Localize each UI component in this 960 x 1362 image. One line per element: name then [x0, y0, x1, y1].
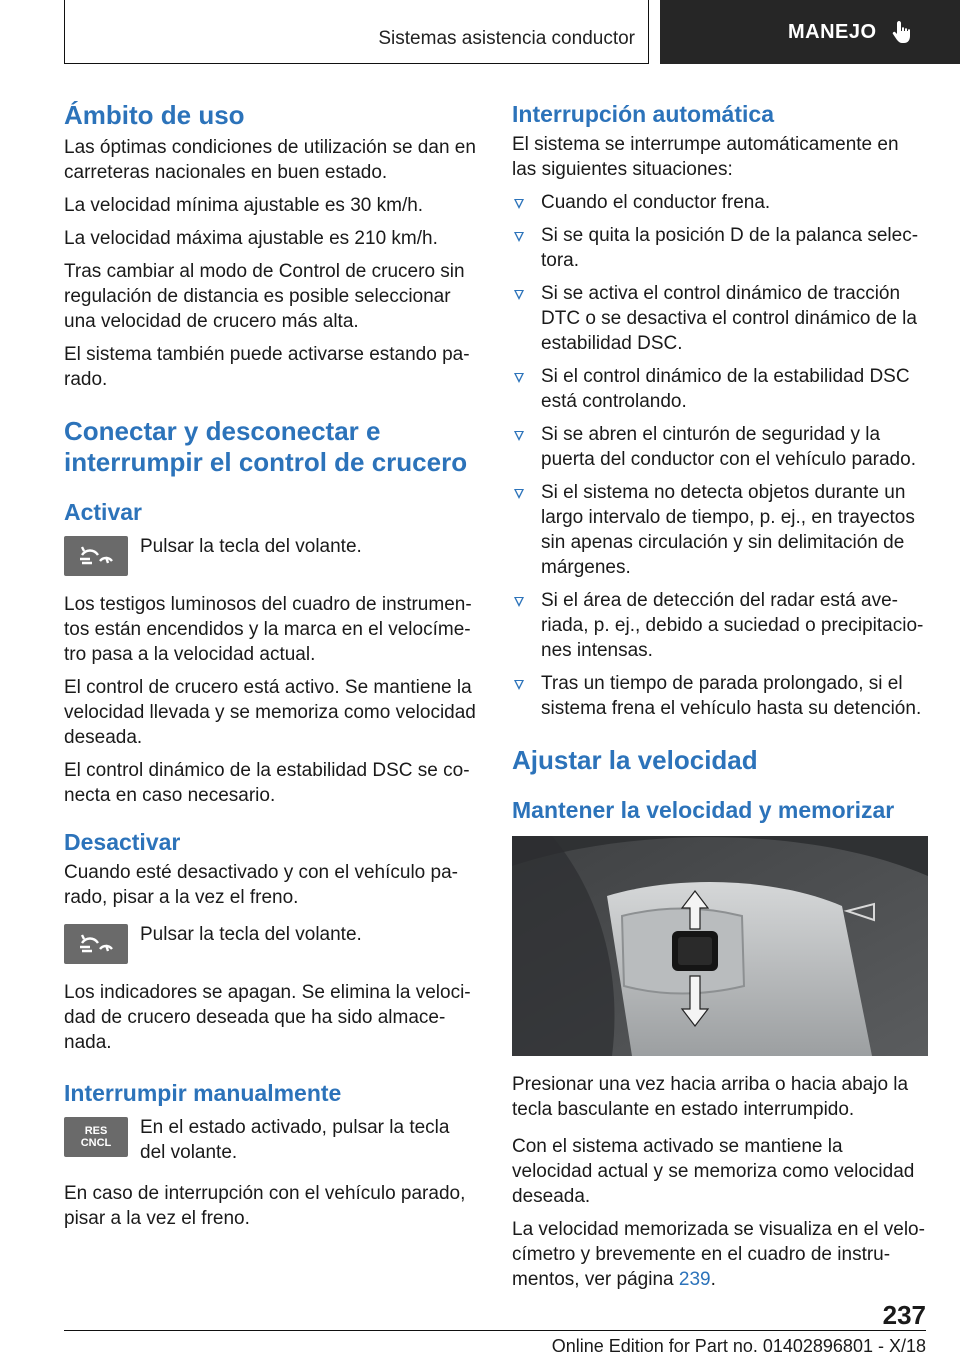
heading-interrupcion-automatica: Interrupción automática	[512, 101, 774, 127]
paragraph: La velocidad máxima ajustable es 210 km/h.	[64, 228, 438, 249]
paragraph: Presionar una vez hacia arriba o hacia abajo la tecla basculante en estado interrumpido.	[512, 1074, 909, 1120]
paragraph: Los testigos luminosos del cuadro de instrumen‐tos están encendidos y la marca en el velocíme‐tro pasa a la velocidad actual.	[64, 594, 472, 665]
page-number: 237	[882, 1300, 926, 1330]
heading-ambito-de-uso: Ámbito de uso	[64, 100, 245, 130]
section-title: Sistemas asistencia conductor	[378, 28, 635, 49]
steering-wheel-rocker-photo	[512, 836, 928, 1056]
list-item: Cuando el conductor frena.	[512, 190, 928, 215]
key-instruction-desactivar	[64, 922, 478, 964]
paragraph: El control dinámico de la estabilidad DSC se co‐necta en caso necesario.	[64, 760, 470, 806]
key-instruction-interrumpir	[64, 1115, 478, 1165]
paragraph: En caso de interrupción con el vehículo parado, pisar a la vez el freno.	[64, 1183, 466, 1229]
paragraph-end: .	[710, 1269, 716, 1290]
cruise-control-key-icon	[64, 536, 128, 576]
paragraph: Con el sistema activado se mantiene la velocidad actual y se memoriza como velocidad deseada.	[512, 1136, 915, 1207]
list-item: Si se activa el control dinámico de tracción DTC o se desactiva el control dinámico de la estabilidad DSC.	[512, 281, 928, 356]
list-item: Si el área de detección del radar está ave‐riada, p. ej., debido a suciedad o precipitacio‐nes intensas.	[512, 588, 928, 663]
key-instruction-text: Pulsar la tecla del volante.	[140, 536, 362, 557]
list-item: Tras un tiempo de parada prolongado, si el sistema frena el vehículo hasta su detención.	[512, 671, 928, 721]
list-item: Si se abren el cinturón de seguridad y la puerta del conductor con el vehículo parado.	[512, 422, 928, 472]
paragraph: El control de crucero está activo. Se mantiene la velocidad llevada y se memoriza como velocidad deseada.	[64, 677, 476, 748]
left-column	[64, 100, 478, 1231]
cruise-control-key-icon	[64, 924, 128, 964]
header-divider	[648, 0, 649, 64]
chapter-tab[interactable]	[660, 0, 960, 64]
heading-conectar: Conectar y desconectar e interrumpir el control de crucero	[64, 416, 468, 477]
list-item: Si se quita la posición D de la palanca selec‐tora.	[512, 223, 928, 273]
header-bottom-rule	[64, 63, 648, 64]
res-key-line2: CNCL	[80, 1137, 112, 1149]
res-cncl-key-icon	[64, 1117, 128, 1157]
heading-desactivar: Desactivar	[64, 829, 181, 855]
heading-mantener-velocidad: Mantener la velocidad y memorizar	[512, 797, 895, 823]
paragraph-with-reference	[512, 1217, 928, 1292]
key-instruction-text: En el estado activado, pulsar la tecla del volante.	[140, 1117, 450, 1163]
key-instruction-text: Pulsar la tecla del volante.	[140, 924, 362, 945]
paragraph: Tras cambiar al modo de Control de crucero sin regulación de distancia es posible seleccionar una velocidad de crucero más alta.	[64, 261, 465, 332]
page-reference-link[interactable]: 239	[678, 1269, 711, 1290]
paragraph: La velocidad mínima ajustable es 30 km/h.	[64, 195, 424, 216]
list-item: Si el sistema no detecta objetos durante un largo intervalo de tiempo, p. ej., en trayectos sin apenas circulación y sin delimitación de márgenes.	[512, 480, 928, 580]
paragraph: Los indicadores se apagan. Se elimina la veloci‐dad de crucero deseada que ha sido almace‐nada.	[64, 982, 471, 1053]
paragraph: Las óptimas condiciones de utilización se dan en carreteras nacionales en buen estado.	[64, 137, 476, 183]
paragraph-text: La velocidad memorizada se visualiza en el velo‐címetro y brevemente en el cuadro de instru‐mentos, ver página	[512, 1219, 925, 1290]
list-item: Si el control dinámico de la estabilidad DSC está controlando.	[512, 364, 928, 414]
footer-rule	[64, 1330, 926, 1331]
paragraph: El sistema también puede activarse estando pa‐rado.	[64, 344, 470, 390]
heading-ajustar-velocidad: Ajustar la velocidad	[512, 745, 758, 775]
header-left-rule	[64, 0, 65, 64]
key-instruction-activar	[64, 534, 478, 576]
heading-interrumpir-manualmente: Interrumpir manualmente	[64, 1080, 342, 1106]
situations-list	[512, 190, 928, 721]
right-column	[512, 100, 928, 1292]
chapter-label: MANEJO	[788, 20, 877, 43]
heading-activar: Activar	[64, 499, 142, 525]
hand-pointer-icon	[891, 19, 917, 45]
paragraph: Cuando esté desactivado y con el vehículo pa‐rado, pisar a la vez el freno.	[64, 862, 458, 908]
footer-edition: Online Edition for Part no. 01402896801 - X/18	[551, 1336, 926, 1356]
res-key-line1: RES	[84, 1125, 108, 1137]
paragraph: El sistema se interrumpe automáticamente en las siguientes situaciones:	[512, 134, 899, 180]
